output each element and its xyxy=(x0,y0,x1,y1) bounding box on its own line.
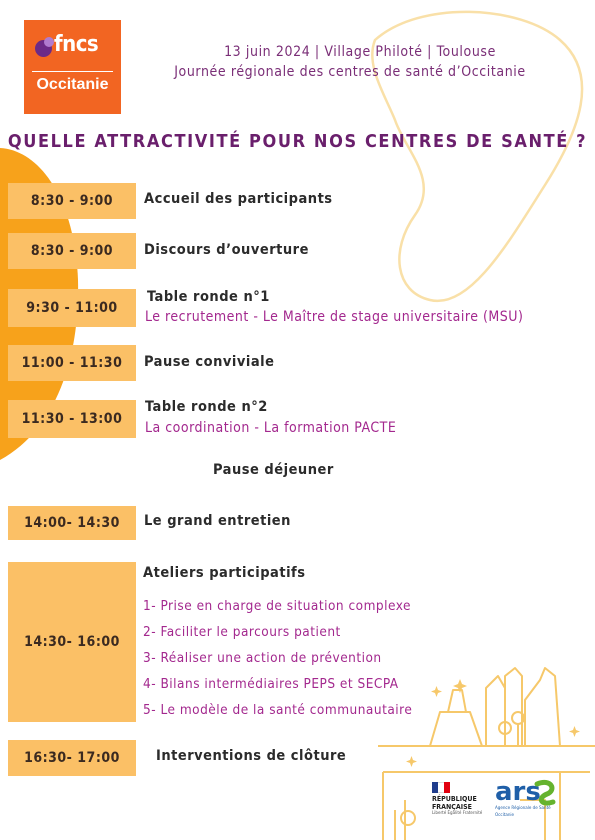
time-slot: 8:30 - 9:00 xyxy=(8,183,136,219)
list-item: 4- Bilans intermédiaires PEPS et SECPA xyxy=(143,676,399,692)
ars-wordmark: ars xyxy=(495,777,541,807)
session-label: Discours d’ouverture xyxy=(144,242,309,258)
list-item: 2- Faciliter le parcours patient xyxy=(143,624,341,640)
event-name: Journée régionale des centres de santé d’Occitanie xyxy=(174,64,526,80)
fncs-occitanie-logo xyxy=(24,20,121,114)
time-slot: 8:30 - 9:00 xyxy=(8,233,136,269)
republique-text-line2: FRANÇAISE xyxy=(432,803,472,811)
page-title: QUELLE ATTRACTIVITÉ POUR NOS CENTRES DE SANTÉ ? xyxy=(7,131,588,152)
time-slot: 14:30- 16:00 xyxy=(8,562,136,722)
time-slot: 11:30 - 13:00 xyxy=(8,400,136,438)
ars-region: Occitanie xyxy=(495,813,515,818)
ars-subtitle: Agence Régionale de Santé xyxy=(495,806,551,811)
list-item: 1- Prise en charge de situation complexe xyxy=(143,598,411,614)
time-slot: 14:00- 14:30 xyxy=(8,506,136,540)
logo-mark-accent-icon xyxy=(44,37,54,47)
republique-francaise-logo xyxy=(432,782,482,816)
logo-region-text: Occitanie xyxy=(36,76,109,93)
session-label: Ateliers participatifs xyxy=(143,565,306,581)
lunch-break-label: Pause déjeuner xyxy=(213,462,334,478)
republique-text-line1: RÉPUBLIQUE xyxy=(432,795,477,803)
session-label: Accueil des participants xyxy=(144,191,333,207)
session-label: Le grand entretien xyxy=(144,513,291,529)
logo-brand-text: fncs xyxy=(54,32,99,57)
list-item: 3- Réaliser une action de prévention xyxy=(143,650,382,666)
session-subtitle: Le recrutement - Le Maître de stage universitaire (MSU) xyxy=(145,309,524,325)
time-slot: 9:30 - 11:00 xyxy=(8,289,136,327)
session-label: Interventions de clôture xyxy=(156,748,347,764)
ars-logo xyxy=(493,776,563,822)
session-subtitle: La coordination - La formation PACTE xyxy=(145,420,397,436)
republique-motto: Liberté Égalité Fraternité xyxy=(432,811,483,816)
session-label: Pause conviviale xyxy=(144,354,275,370)
workshop-list xyxy=(143,593,412,723)
sparkle-icons xyxy=(406,679,580,767)
list-item: 5- Le modèle de la santé communautaire xyxy=(143,702,413,718)
session-label: Table ronde n°2 xyxy=(145,399,268,415)
logo-divider xyxy=(32,71,113,72)
session-label: Table ronde n°1 xyxy=(147,289,270,305)
french-flag-icon xyxy=(432,782,450,793)
time-slot: 16:30- 17:00 xyxy=(8,740,136,776)
time-slot: 11:00 - 11:30 xyxy=(8,345,136,381)
event-date-location: 13 juin 2024 | Village Philoté | Toulouse xyxy=(224,44,496,60)
